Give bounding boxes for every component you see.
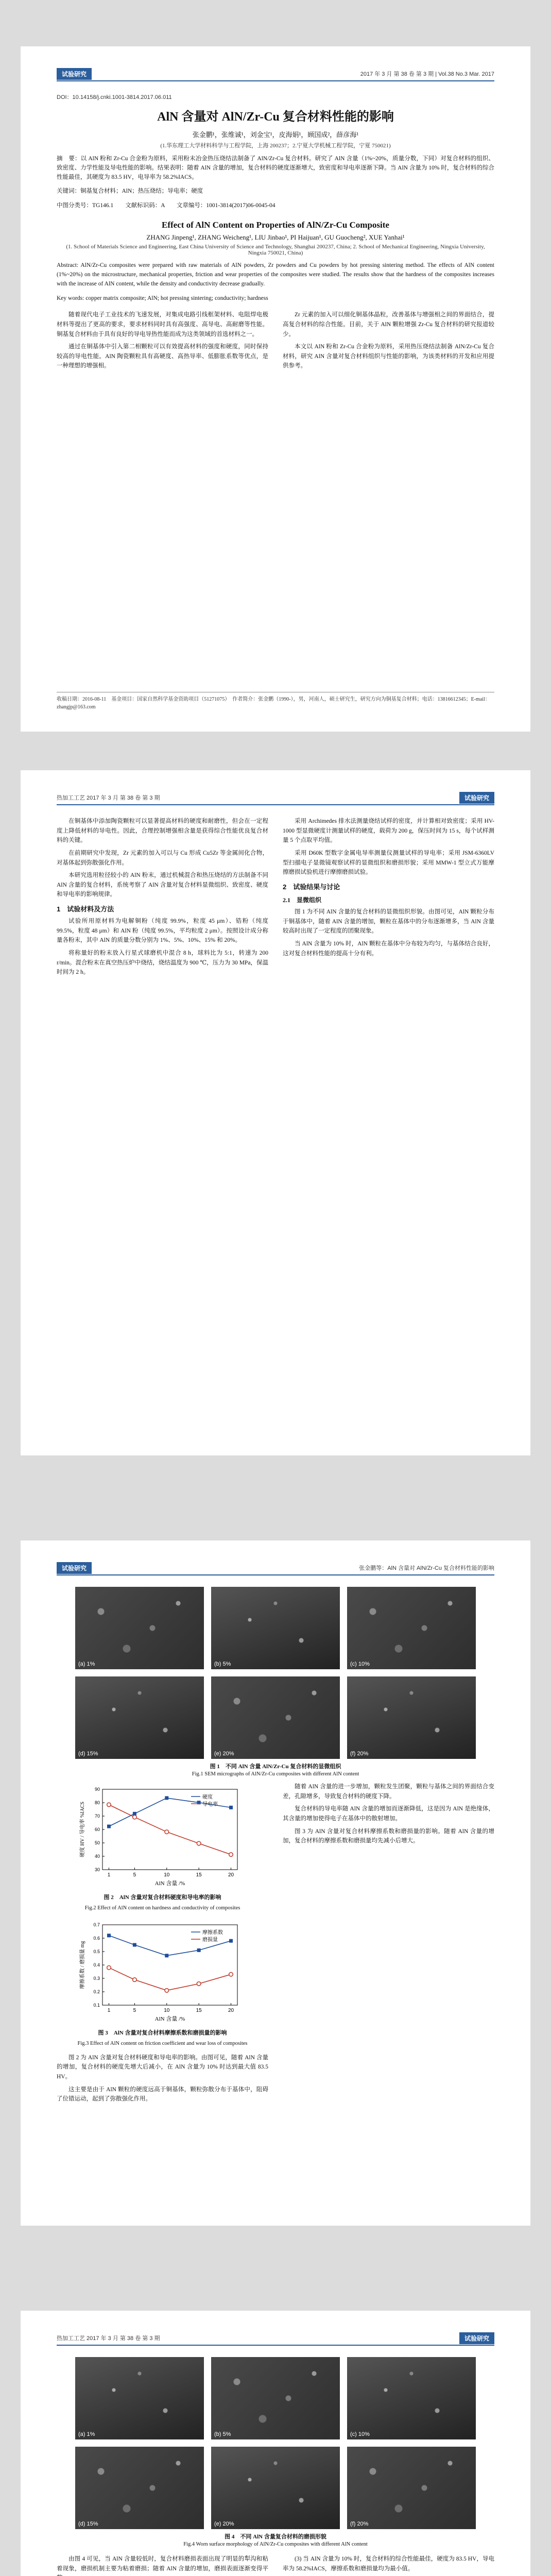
legend-label: 摩擦系数 xyxy=(202,1929,223,1936)
affiliation-cn: (1.华东理工大学材料科学与工程学院，上海 200237；2.宁夏大学机械工程学院，宁夏 750021) xyxy=(160,143,391,149)
keywords-en: Key words: copper matrix composite; AlN; hot pressing sintering; conductivity; hardness xyxy=(57,295,268,301)
authors-cn: 张金鹏¹，张维诚¹，刘金宝¹，皮海娟¹，顾国成²，薛彦海¹ xyxy=(192,131,359,139)
image-label: (b) 5% xyxy=(214,2431,231,2437)
x-tick-label: 20 xyxy=(228,2007,234,2013)
image-label: (d) 15% xyxy=(78,2521,98,2527)
section-tag: 试验研究 xyxy=(459,792,494,804)
column-right xyxy=(283,310,494,374)
paragraph: 随着 AlN 含量的进一步增加，颗粒发生团聚，颗粒与基体之间的界面结合变差，孔隙增多，导致复合材料的硬度下降。 xyxy=(283,1784,494,1800)
y-tick-label: 0.5 xyxy=(93,1948,100,1954)
image-label: (c) 10% xyxy=(350,2431,370,2437)
data-point xyxy=(165,1954,168,1957)
data-point xyxy=(107,1825,110,1828)
x-tick-label: 20 xyxy=(228,1872,234,1878)
image-label: (f) 20% xyxy=(350,1751,369,1757)
affiliation-en: (1. School of Materials Science and Engineering, East China University of Science and Technology, Shanghai 200237, China; 2. School of Mechanical Engineering, Ningxia University, Ningxia 750021, China) xyxy=(66,244,485,257)
sem-image xyxy=(75,1676,204,1759)
paragraph: 图 1 为不同 AlN 含量的复合材料的显微组织形貌。由图可见，AlN 颗粒分布于铜基体中，随着 AlN 含量的增加，颗粒在基体中的分布逐渐增多，当 AlN 含量较高时出现了一定程度的团聚现象。 xyxy=(283,909,494,935)
data-point xyxy=(229,1853,233,1857)
y-tick-label: 90 xyxy=(94,1787,100,1792)
abstract-cn: 摘 要：以 AlN 粉和 Zr-Cu 合金粉为原料，采用粉末冶金热压烧结法制备了 AlN/Zr-Cu 复合材料。研究了 AlN 含量（1%~20%，质量分数，下同）对复合材料的组织、致密度、力学性能及导电性能的影响。结果表明：随着 AlN 含量的增加，复合材料的硬度逐渐增大，致密度和导电率逐渐下降。当 AlN 含量为 10% 时，复合材料的综合性能最佳，其硬度为 83.5 HV，电导率为 58.2%IACS。 xyxy=(57,156,494,180)
figure-caption: 图 1 不同 AlN 含量 AlN/Zr-Cu 复合材料的显微组织 xyxy=(210,1764,341,1770)
section-heading: 2 试验结果与讨论 xyxy=(283,883,340,891)
subsection-heading: 2.1 显微组织 xyxy=(283,896,322,904)
figure-caption: 图 3 AlN 含量对复合材料摩擦系数和磨损量的影响 xyxy=(98,2029,227,2036)
image-label: (f) 20% xyxy=(350,2521,369,2527)
header-info: 张金鹏等：AlN 含量对 AlN/Zr-Cu 复合材料性能的影响 xyxy=(359,1565,494,1571)
legend-label: 导电率 xyxy=(202,1802,218,1807)
paragraph: 图 3 为 AlN 含量对复合材料摩擦系数和磨损量的影响。随着 AlN 含量的增加，复合材料的摩擦系数和磨损量均先减小后增大。 xyxy=(283,1828,494,1844)
chart-friction-wear xyxy=(78,1918,248,2026)
x-tick-label: 1 xyxy=(107,1872,110,1878)
section-tag: 试验研究 xyxy=(57,1562,92,1574)
x-tick-label: 10 xyxy=(163,1872,169,1878)
page-1 xyxy=(21,46,530,732)
y-tick-label: 0.7 xyxy=(93,1922,100,1927)
paragraph: 在前期研究中发现，Zr 元素的加入可以与 Cu 形成 Cu5Zr 等金属间化合物，对基体起到弥散强化作用。 xyxy=(57,850,268,866)
image-label: (b) 5% xyxy=(214,1661,231,1667)
sem-image xyxy=(211,1587,340,1669)
sem-image xyxy=(75,1587,204,1669)
image-label: (d) 15% xyxy=(78,1751,98,1757)
legend-label: 磨损量 xyxy=(202,1937,218,1943)
y-tick-label: 0.6 xyxy=(93,1935,100,1941)
y-axis-label: 摩擦系数 / 磨损量 mg xyxy=(79,1941,85,1989)
y-tick-label: 70 xyxy=(94,1814,100,1819)
column-left xyxy=(57,2554,268,2576)
page-header xyxy=(57,1561,494,1575)
page-3 xyxy=(21,1540,530,2226)
image-label: (c) 10% xyxy=(350,1661,370,1667)
column-right xyxy=(283,2554,494,2576)
x-tick-label: 5 xyxy=(133,2007,136,2013)
y-tick-label: 0.1 xyxy=(93,2002,100,2008)
image-label: (e) 20% xyxy=(214,2521,234,2527)
column-left xyxy=(57,310,268,374)
data-point xyxy=(197,1948,200,1952)
sem-image xyxy=(347,2447,476,2529)
column-left xyxy=(57,817,268,980)
data-point xyxy=(197,1981,201,1986)
data-point xyxy=(132,1815,136,1819)
paragraph: 图 2 为 AlN 含量对复合材料硬度和导电率的影响。由图可见，随着 AlN 含量的增加，复合材料的硬度先增大后减小，在 AlN 含量为 10% 时达到最大值 83.5 HV。 xyxy=(57,2054,268,2080)
x-tick-label: 1 xyxy=(107,2007,110,2013)
data-point xyxy=(107,1965,111,1970)
data-point xyxy=(164,1988,168,1992)
series-line xyxy=(109,1968,231,1990)
image-label: (a) 1% xyxy=(78,2431,95,2437)
footnote: 收稿日期：2016-08-11 基金项目：国家自然科学基金资助项目（51271075） 作者简介：张金鹏（1990-），男，河南人，硕士研究生，研究方向为铜基复合材料；电话：13816612345；E-mail：zhangjp@163.com xyxy=(57,692,494,711)
x-axis-label: AlN 含量 /% xyxy=(154,2015,185,2022)
y-tick-label: 0.2 xyxy=(93,1989,100,1994)
abstract-en: Abstract: AlN/Zr-Cu composites were prepared with raw materials of AlN powders, Zr powders and Cu powders by hot pressing sintering method. The effects of AlN content (1%~20%) on the microstructure, mechanical properties, friction and wear properties of the composites were studied. The results show that the hardness of the composites increases with the increase of AlN content, while the density and conductivity decrease gradually. xyxy=(57,262,494,287)
x-tick-label: 10 xyxy=(163,2007,169,2013)
y-axis-label: 硬度 HV / 导电率 %IACS xyxy=(79,1801,85,1858)
data-point xyxy=(107,1934,110,1937)
page-header xyxy=(57,67,494,81)
chart-hardness-conductivity xyxy=(78,1782,248,1890)
sem-image xyxy=(211,2357,340,2439)
paragraph: 由图 4 可见，当 AlN 含量较低时，复合材料磨损表面出现了明显的犁沟和粘着现象，磨损机制主要为粘着磨损；随着 AlN 含量的增加，磨损表面逐渐变得平 xyxy=(57,2556,268,2572)
figure-caption-en: Fig.4 Worn surface morphology of AlN/Zr-Cu composites with different AlN content xyxy=(183,2541,368,2547)
page-header xyxy=(57,2331,494,2346)
paragraph: 复合材料的导电率随 AlN 含量的增加而逐渐降低，这是因为 AlN 是绝缘体，其含量的增加使得电子在基体中的散射增加。 xyxy=(283,1806,494,1822)
y-tick-label: 0.3 xyxy=(93,1975,100,1981)
data-point xyxy=(229,1939,233,1943)
section-heading: 1 试验材料及方法 xyxy=(57,905,114,913)
paragraph: 采用 D60K 型数字金属电导率测量仪测量试样的导电率；采用 JSM-6360LV 型扫描电子显微镜观察试样的显微组织和磨损形貌；采用 MMW-1 型立式万能摩擦磨损试验机进行摩擦磨损试验。 xyxy=(283,850,494,876)
data-point xyxy=(164,1830,168,1834)
header-info: 热加工工艺 2017 年 3 月 第 38 卷 第 3 期 xyxy=(57,795,160,801)
header-info: 热加工工艺 2017 年 3 月 第 38 卷 第 3 期 xyxy=(57,2335,160,2342)
figure-caption: 图 2 AlN 含量对复合材料硬度和导电率的影响 xyxy=(104,1894,221,1901)
figure-4 xyxy=(57,2357,494,2529)
data-point xyxy=(132,1978,136,1982)
page-4 xyxy=(21,2311,530,2576)
clc-cn: 中图分类号：TG146.1 文献标识码：A 文章编号：1001-3814(2017)06-0045-04 xyxy=(57,202,276,209)
sem-image xyxy=(75,2357,204,2439)
paragraph: 在铜基体中添加陶瓷颗粒可以显著提高材料的硬度和耐磨性，但会在一定程度上降低材料的导电性。因此，合理控制增强相含量是获得综合性能优良复合材料的关键。 xyxy=(57,818,268,844)
x-axis-label: AlN 含量 /% xyxy=(154,1880,185,1887)
sem-image xyxy=(347,2357,476,2439)
paragraph: 本研究选用粒径较小的 AlN 粉末，通过机械混合和热压烧结的方法制备不同 AlN 含量的复合材料，系统考察了 AlN 含量对复合材料显微组织、致密度、硬度和导电率的影响规律。 xyxy=(57,872,268,898)
authors-en: ZHANG Jinpeng¹, ZHANG Weicheng¹, LIU Jinbao¹, PI Haijuan¹, GU Guocheng², XUE Yanhai¹ xyxy=(146,233,405,242)
figure-1 xyxy=(57,1587,494,1759)
paragraph: (3) 当 AlN 含量为 10% 时，复合材料的综合性能最佳，硬度为 83.5 HV，导电率为 58.2%IACS，摩擦系数和磨损量均为最小值。 xyxy=(283,2556,494,2572)
page-2 xyxy=(21,770,530,1455)
title-cn: AlN 含量对 AlN/Zr-Cu 复合材料性能的影响 xyxy=(157,110,394,124)
y-tick-label: 60 xyxy=(94,1827,100,1832)
paragraph: 这主要是由于 AlN 颗粒的硬度远高于铜基体，颗粒弥散分布于基体中，阻碍了位错运动，起到了弥散强化作用。 xyxy=(57,2086,268,2103)
paragraph: 采用 Archimedes 排水法测量烧结试样的密度，并计算相对致密度；采用 HV-1000 型显微硬度计测量试样的硬度，载荷为 200 g，保压时间为 15 s，每个试样测量 5 个点取平均值。 xyxy=(283,818,494,844)
section-tag: 试验研究 xyxy=(57,68,92,80)
image-label: (e) 20% xyxy=(214,1751,234,1757)
x-tick-label: 15 xyxy=(196,1872,202,1878)
image-label: (a) 1% xyxy=(78,1661,95,1667)
paragraph: 本文以 AlN 粉和 Zr-Cu 合金粉为原料，采用热压烧结法制备 AlN/Zr-Cu 复合材料，研究 AlN 含量对复合材料组织与性能的影响，为该类材料的开发和应用提供参考。 xyxy=(283,344,494,369)
data-point xyxy=(229,1806,233,1809)
page-header xyxy=(57,791,494,805)
x-tick-label: 15 xyxy=(196,2007,202,2013)
section-tag: 试验研究 xyxy=(459,2332,494,2344)
header-info: 2017 年 3 月 第 38 卷 第 3 期 | Vol.38 No.3 Mar. 2017 xyxy=(360,71,494,77)
title-en: Effect of AlN Content on Properties of AlN/Zr-Cu Composite xyxy=(162,220,389,230)
sem-image xyxy=(211,1676,340,1759)
column-right xyxy=(283,1782,494,2107)
y-tick-label: 30 xyxy=(94,1867,100,1872)
paragraph: 试验所用原材料为电解铜粉（纯度 99.9%，粒度 45 μm）、锆粉（纯度 99.5%，粒度 48 μm）和 AlN 粉（纯度 99.5%，平均粒度 2 μm）。按照设计成分称量各粉末，其中 AlN 的质量分数分别为 1%、5%、10%、15% 和 20%。 xyxy=(57,918,268,944)
figure-caption: 图 4 不同 AlN 含量复合材料的磨损形貌 xyxy=(225,2534,326,2540)
sem-image xyxy=(211,2447,340,2529)
x-tick-label: 5 xyxy=(133,1872,136,1878)
data-point xyxy=(132,1943,136,1946)
column-right xyxy=(283,817,494,980)
keywords-cn: 关键词：铜基复合材料；AlN；热压烧结；导电率；硬度 xyxy=(57,188,203,195)
data-point xyxy=(165,1796,168,1800)
data-point xyxy=(229,1972,233,1976)
figure-caption-en: Fig.3 Effect of AlN content on friction coefficient and wear loss of composites xyxy=(77,2040,248,2046)
paragraph: 通过在铜基体中引入第二相颗粒可以有效提高材料的强度和硬度，同时保持较高的导电性能。AlN 陶瓷颗粒具有高硬度、高热导率、低膨胀系数等优点，是一种理想的增强相。 xyxy=(57,344,268,369)
data-point xyxy=(197,1841,201,1845)
doi: DOI：10.14158/j.cnki.1001-3814.2017.06.011 xyxy=(57,94,172,100)
legend-label: 硬度 xyxy=(202,1794,213,1800)
sem-image xyxy=(347,1587,476,1669)
y-tick-label: 40 xyxy=(94,1854,100,1859)
sem-image xyxy=(75,2447,204,2529)
series-line xyxy=(109,1805,231,1855)
figure-caption-en: Fig.2 Effect of AlN content on hardness and conductivity of composites xyxy=(84,1905,240,1911)
paragraph: 随着现代电子工业技术的飞速发展，对集成电路引线框架材料、电阻焊电极材料等提出了更高的要求，要求材料同时具有高强度、高导电、高耐磨等性能。铜基复合材料由于具有良好的导电导热性能而成为这类领域的首选材料之一。 xyxy=(57,312,268,337)
y-tick-label: 50 xyxy=(94,1840,100,1845)
paragraph: 将称量好的粉末放入行星式球磨机中混合 8 h，球料比为 5:1，转速为 200 r/min。混合粉末在真空热压炉中烧结，烧结温度为 900 ℃，压力为 30 MPa，保温时间为 2 h。 xyxy=(57,950,268,976)
sem-image xyxy=(347,1676,476,1759)
figure-caption-en: Fig.1 SEM micrographs of AlN/Zr-Cu composites with different AlN content xyxy=(192,1771,359,1777)
paragraph: 当 AlN 含量为 10% 时，AlN 颗粒在基体中分布较为均匀，与基体结合良好，这对复合材料性能的提高十分有利。 xyxy=(283,941,494,957)
y-tick-label: 0.4 xyxy=(93,1962,100,1968)
paragraph: Zr 元素的加入可以细化铜基体晶粒，改善基体与增强相之间的界面结合，提高复合材料的综合性能。目前，关于 AlN 颗粒增强 Zr-Cu 复合材料的研究报道较少。 xyxy=(283,312,494,337)
data-point xyxy=(107,1803,111,1807)
y-tick-label: 80 xyxy=(94,1800,100,1805)
column-left xyxy=(57,1782,268,2107)
